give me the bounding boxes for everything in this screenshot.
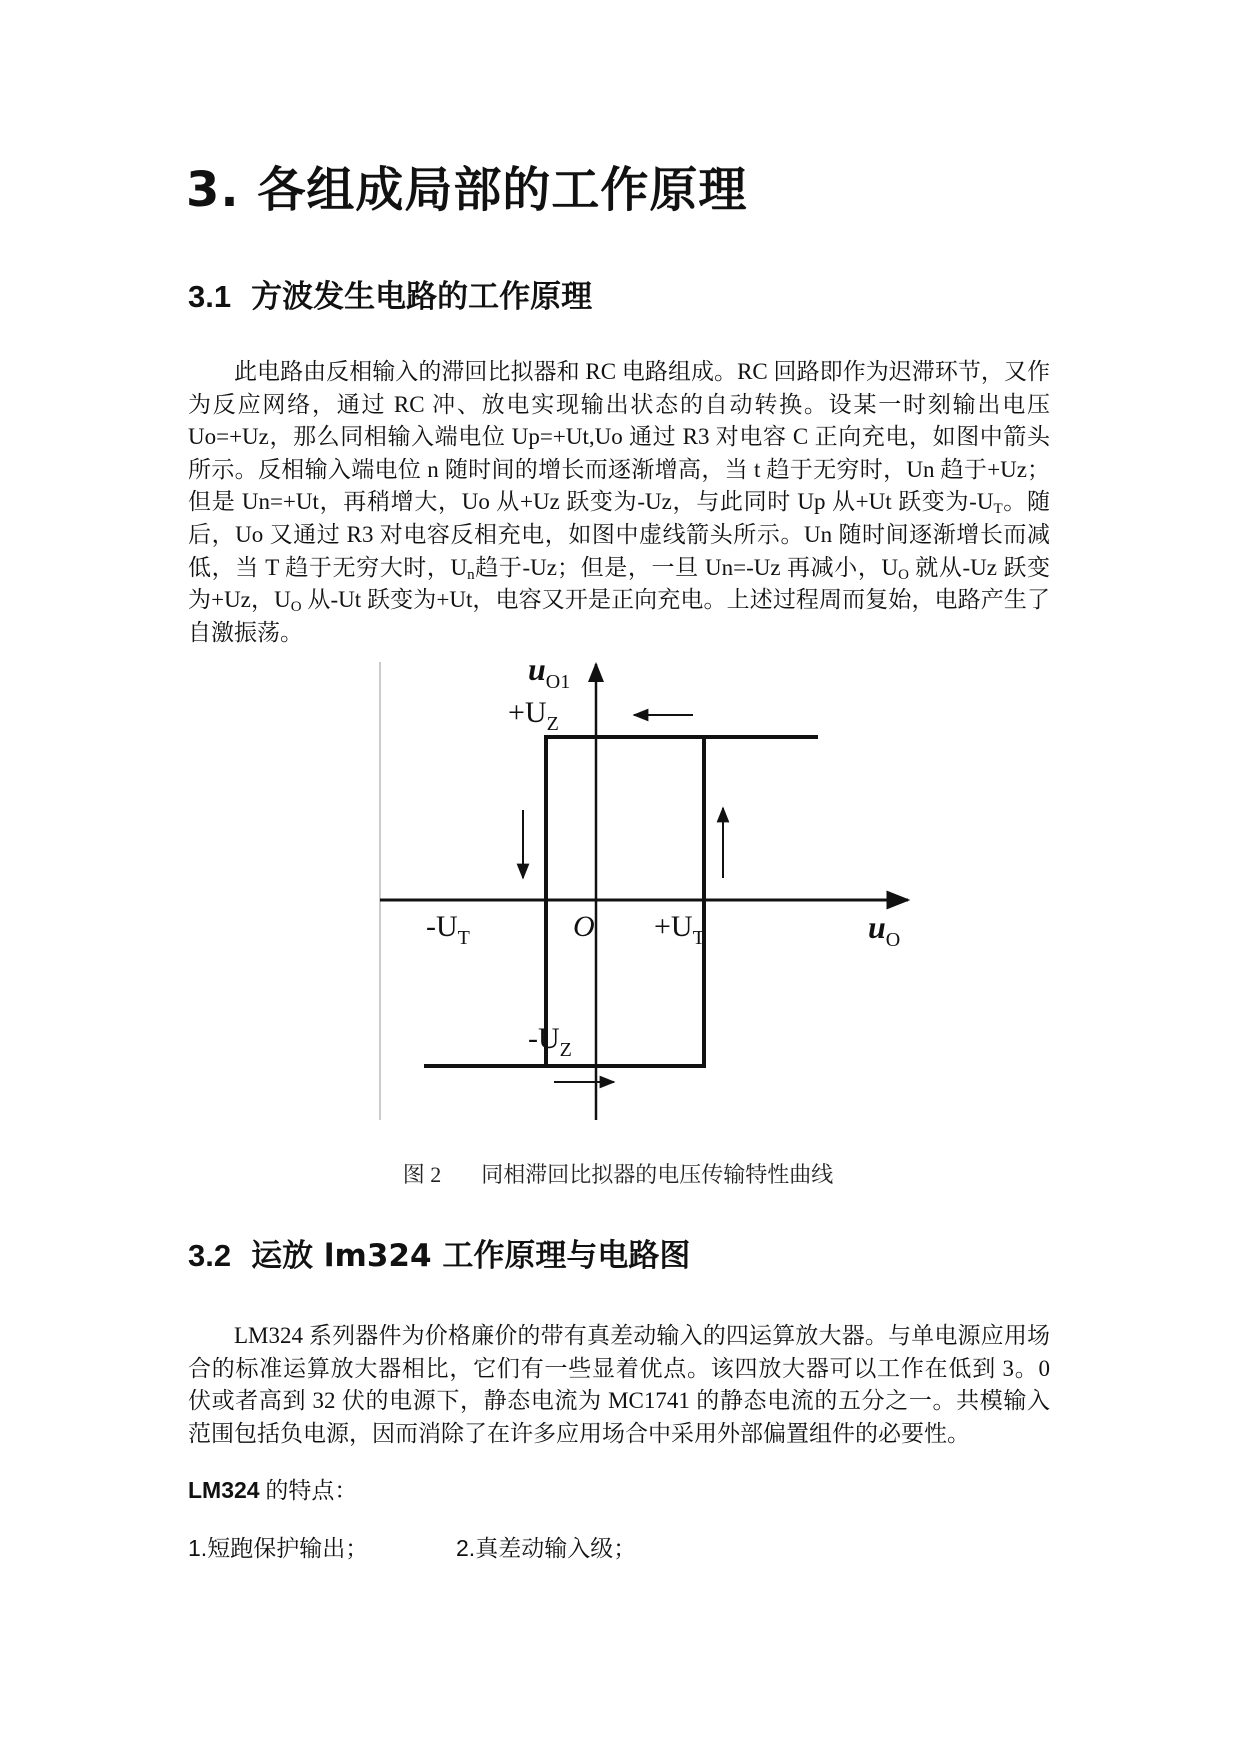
y-axis-label: $u_{O1}$ — [528, 660, 571, 693]
pos-uz-label: $+U_Z$ — [508, 696, 559, 735]
section-3-2-paragraph: LM324 系列器件为价格廉价的带有真差动输入的四运算放大器。与单电源应用场合的标准运算放大器相比，它们有一些显着优点。该四放大器可以工作在低到 3。0 伏或者高到 32 伏的电源下，静态电流为 MC1741 的静态电流的五分之一。共模输入范围包括负电源，因而消除了在许多应用场合中采用外部偏置组件的必要性。 — [188, 1323, 1050, 1446]
x-axis-label: $u_O$ — [868, 909, 901, 951]
section-number: 3.1 — [188, 279, 232, 314]
section-3-1-heading — [188, 276, 592, 318]
feature-item-2: 2.真差动输入级； — [456, 1535, 637, 1561]
chapter-title: 3. 各组成局部的工作原理 — [186, 162, 748, 218]
hysteresis-transfer-curve-figure — [378, 660, 928, 1120]
section-title: 方波发生电路的工作原理 — [251, 279, 593, 315]
figure-number: 图 2 — [402, 1162, 442, 1187]
section-number: 3.2 — [188, 1238, 232, 1273]
neg-uz-label: $-U_Z$ — [528, 1022, 572, 1061]
section-title: 运放 lm324 工作原理与电路图 — [251, 1238, 691, 1274]
figure-caption — [378, 1160, 858, 1190]
figure-caption-text: 同相滞回比拟器的电压传输特性曲线 — [481, 1162, 834, 1187]
section-3-2-heading — [188, 1235, 690, 1277]
feature-item-1: 1.短跑保护输出； — [188, 1535, 369, 1561]
pos-ut-label: $+U_T$ — [654, 910, 705, 949]
features-heading: LM324 的特点： — [188, 1477, 358, 1503]
section-3-1-paragraph: 此电路由反相输入的滞回比拟器和 RC 电路组成。RC 回路即作为迟滞环节，又作为反应网络，通过 RC 冲、放电实现输出状态的自动转换。设某一时刻输出电压 Uo=+Uz，那么同相输入端电位 Up=+Ut,Uo 通过 R3 对电容 C 正向充电，如图中箭头所示。反相输入端电位 n 随时间的增长而逐渐增高，当 t 趋于无穷时，Un 趋于+Uz；但是 Un=+Ut，再稍增大，Uo 从+Uz 跃变为-Uz，与此同时 Up 从+Ut 跃变为$-U_T$。随后，Uo 又通过 R3 对电容反相充电，如图中虚线箭头所示。Un 随时间逐渐增长而减低，当 T 趋于无穷大时，$U_n$趋于-Uz；但是，一旦 Un=-Uz 再减小，$U_O$ 就从-Uz 跃变为+Uz，$U_O$ 从-Ut 跃变为+Ut，电容又开是正向充电。上述过程周而复始，电路产生了自激振荡。 — [188, 359, 1050, 645]
upper-branch — [546, 737, 818, 900]
origin-label: O — [573, 910, 595, 943]
features-list — [188, 1532, 637, 1565]
neg-ut-label: $-U_T$ — [426, 910, 470, 949]
